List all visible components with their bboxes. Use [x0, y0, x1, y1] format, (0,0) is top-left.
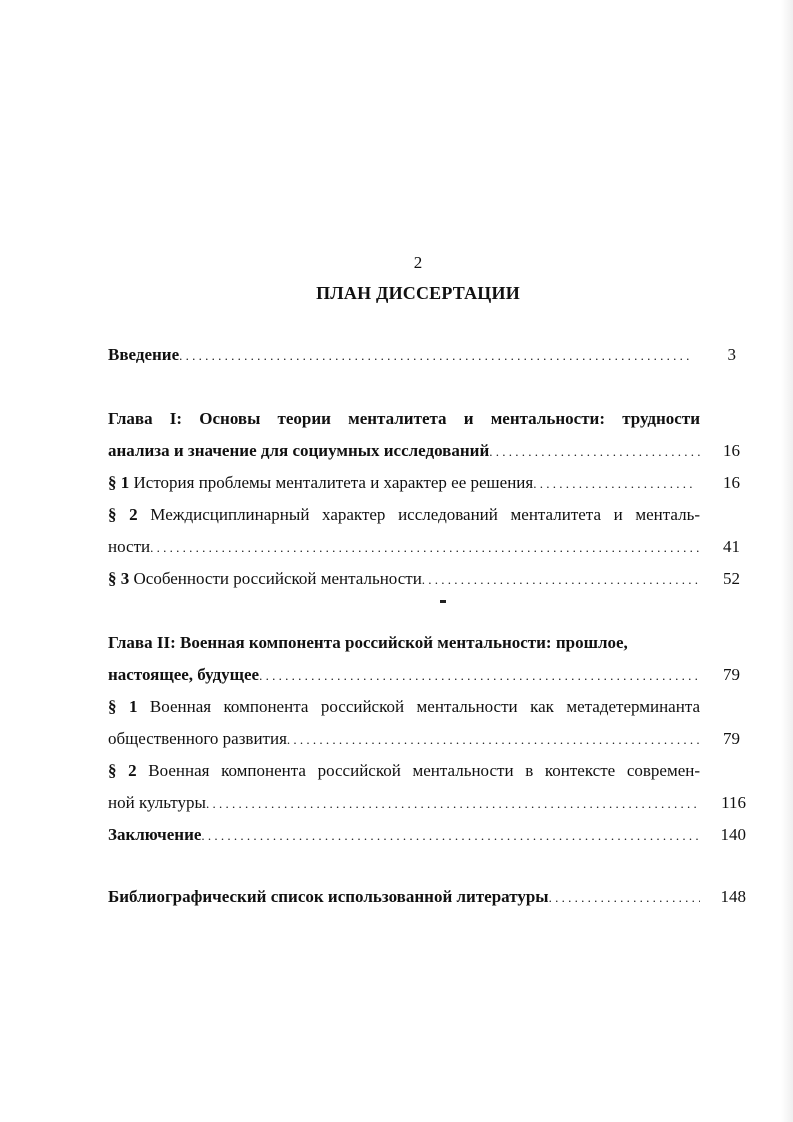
dot-leader [422, 568, 700, 591]
scan-mark [440, 600, 446, 603]
toc-label: настоящее, будущее [108, 665, 260, 684]
toc-section-2-2-line-1 [108, 760, 700, 782]
toc-entry-conclusion [108, 824, 700, 847]
section-marker: § 1 [108, 697, 138, 716]
toc-page: 116 [721, 793, 746, 812]
toc-label: анализа и значение для социумных исследований [108, 441, 490, 460]
toc-page: 3 [727, 345, 736, 364]
toc-label: ной культуры [108, 793, 206, 812]
section-marker: § 3 [108, 569, 130, 588]
toc-label: Глава II: Военная компонента российской ментальности: прошлое, [108, 633, 628, 652]
section-marker: § 2 [108, 505, 138, 524]
toc-page: 140 [720, 825, 746, 844]
toc-chapter-2-line-1 [108, 632, 700, 654]
toc-label: Особенности российской ментальности [129, 569, 422, 588]
toc-page: 79 [723, 729, 740, 748]
toc-section-2-1-line-1 [108, 696, 700, 718]
toc-section-1-2-line-1 [108, 504, 700, 526]
toc-section-1-2-line-2 [108, 536, 700, 559]
toc-label: История проблемы менталитета и характер ее решения [129, 473, 534, 492]
toc-page: 16 [723, 441, 740, 460]
toc-label: Библиографический список использованной литературы [108, 887, 549, 906]
toc-section-1-3 [108, 568, 700, 591]
toc-page: 148 [720, 887, 746, 906]
toc-section-2-2-line-2 [108, 792, 700, 815]
toc-label: Военная компонента российской ментальности как метадетерминанта [137, 697, 700, 716]
section-marker: § 1 [108, 473, 130, 492]
toc-chapter-2-line-2 [108, 664, 700, 687]
dot-leader [206, 792, 700, 815]
toc-page: 41 [723, 537, 740, 556]
page-title: ПЛАН ДИССЕРТАЦИИ [316, 283, 520, 303]
toc-page: 16 [723, 473, 740, 492]
toc-entry-bibliography [108, 886, 700, 909]
dot-leader [150, 536, 700, 559]
toc-section-1-1 [108, 472, 696, 495]
toc-section-2-1-line-2 [108, 728, 700, 751]
dot-leader [489, 440, 700, 463]
scan-edge-shadow [781, 0, 793, 1122]
dot-leader [179, 344, 692, 367]
toc-label: общественного развития [108, 729, 287, 748]
toc-label: ности [108, 537, 151, 556]
toc-page: 79 [723, 665, 740, 684]
dot-leader [549, 886, 700, 909]
page-number: 2 [413, 253, 423, 272]
toc-label: Военная компонента российской ментальности в контексте современ- [136, 761, 700, 780]
toc-chapter-1-line-1 [108, 408, 700, 430]
section-marker: § 2 [108, 761, 137, 780]
toc-label: Глава I: Основы теории менталитета и ментальности: трудности [108, 409, 700, 428]
dot-leader [259, 664, 700, 687]
toc-label: Междисциплинарный характер исследований менталитета и менталь- [137, 505, 700, 524]
toc-label: Заключение [108, 825, 202, 844]
toc-page: 52 [723, 569, 740, 588]
dot-leader [201, 824, 700, 847]
dot-leader [287, 728, 700, 751]
toc-entry-introduction [108, 344, 692, 367]
dot-leader [533, 472, 696, 495]
toc-chapter-1-line-2 [108, 440, 700, 463]
toc-label: Введение [108, 345, 180, 364]
